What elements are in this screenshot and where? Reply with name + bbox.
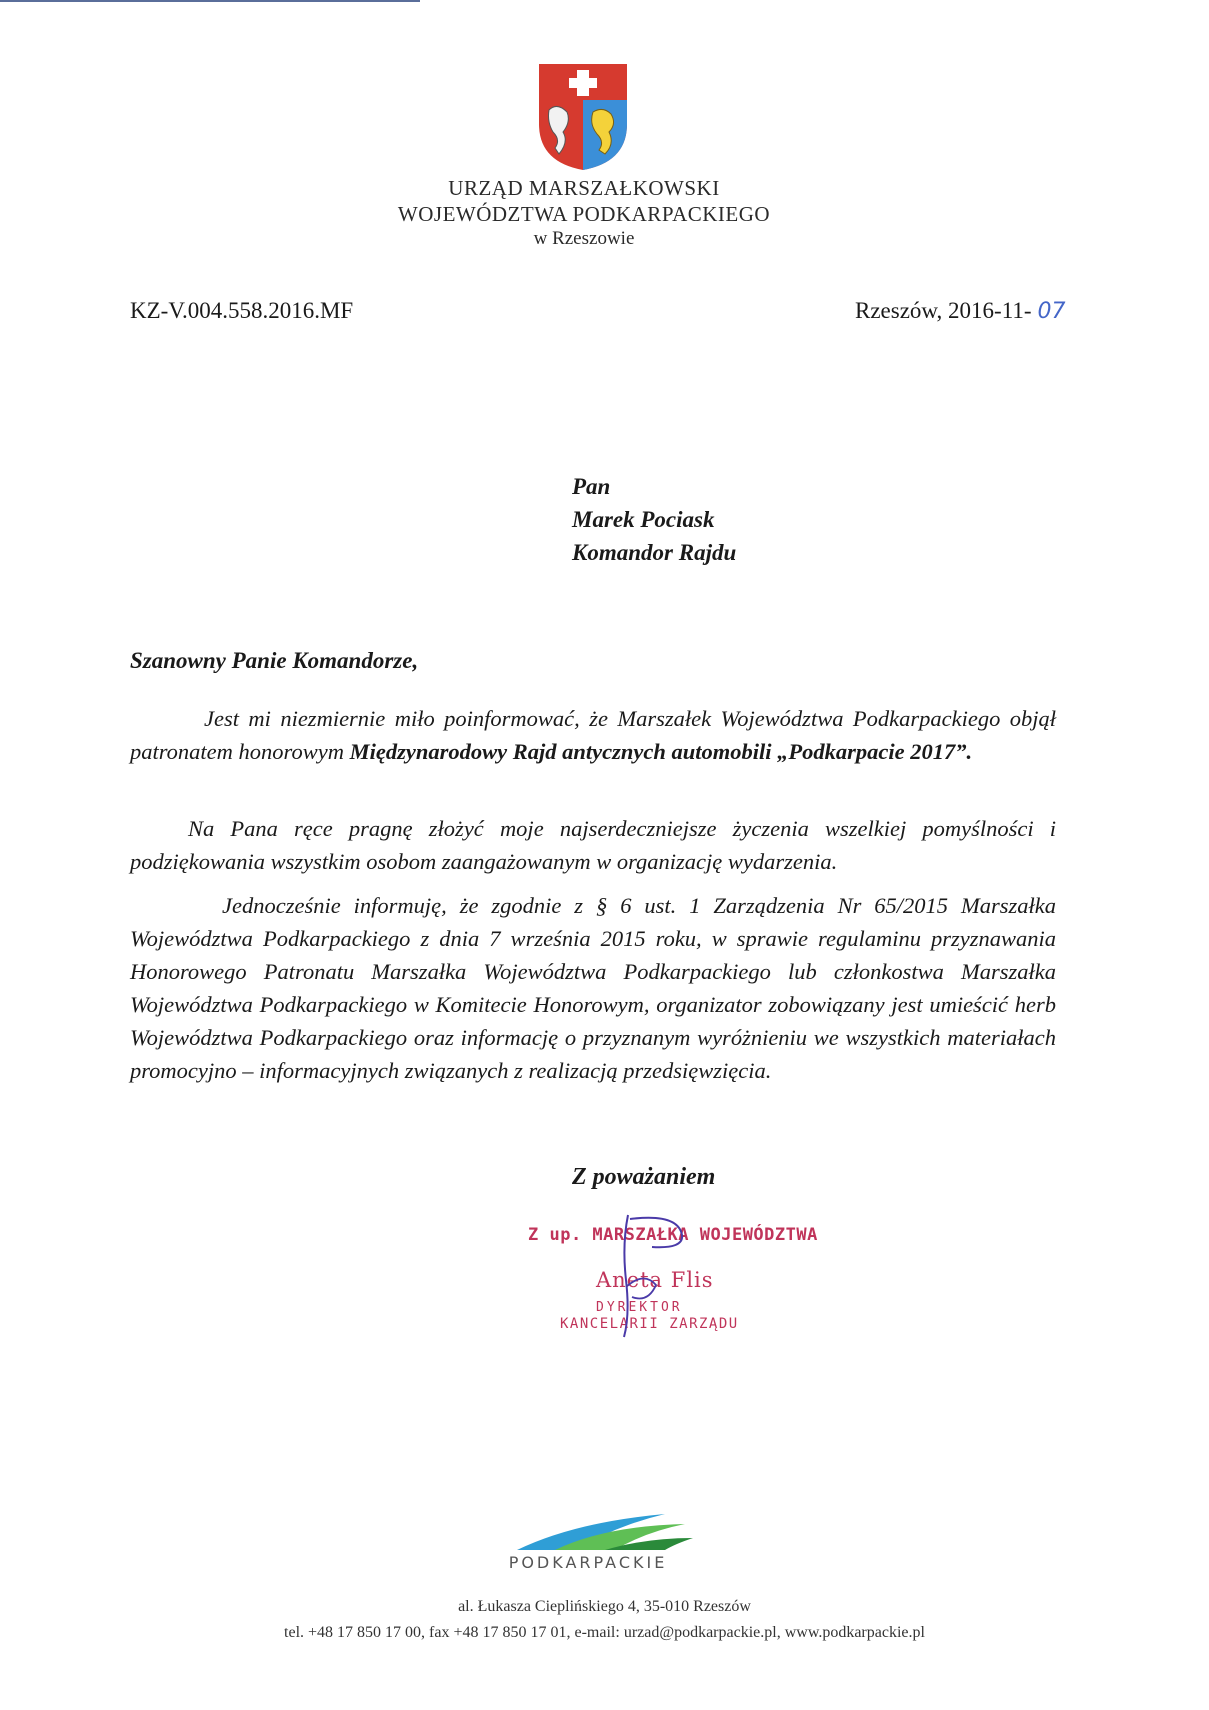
date-prefix: Rzeszów, 2016-11- [855, 298, 1032, 323]
office-name-line1: URZĄD MARSZAŁKOWSKI [448, 176, 720, 200]
stamp-position: DYREKTOR [596, 1300, 683, 1315]
brand-name: PODKARPACKIE [508, 1553, 668, 1572]
greeting: Szanowny Panie Komandorze, [130, 648, 419, 673]
footer-address: al. Łukasza Cieplińskiego 4, 35-010 Rzeszów [458, 1598, 751, 1615]
stamp-authority: Z up. MARSZAŁKA WOJEWÓDZTWA [528, 1225, 818, 1245]
letter-date [855, 298, 1066, 324]
paragraph-2: Na Pana ręce pragnę złożyć moje najserdeczniejsze życzenia wszelkiej pomyślności i podziękowania wszystkim osobom zaangażowanym w organizację wydarzenia. [130, 816, 1056, 874]
top-rule [0, 0, 420, 2]
stamp-name: Aneta Flis [596, 1268, 714, 1292]
office-name-line2: WOJEWÓDZTWA PODKARPACKIEGO [397, 202, 771, 226]
office-city: w Rzeszowie [533, 228, 635, 249]
reference-number: KZ-V.004.558.2016.MF [130, 298, 354, 323]
signature-icon [560, 1205, 720, 1345]
recipient-name: Marek Pociask [572, 507, 715, 532]
podkarpackie-logo-icon [515, 1512, 695, 1552]
recipient-title: Komandor Rajdu [572, 540, 737, 565]
event-name: Międzynarodowy Rajd antycznych automobili „Podkarpacie 2017”. [349, 739, 973, 764]
recipient-line1: Pan [572, 474, 611, 499]
coat-of-arms-icon [537, 62, 629, 172]
closing-phrase: Z poważaniem [572, 1164, 716, 1190]
footer-contact: tel. +48 17 850 17 00, fax +48 17 850 17 01, e-mail: urzad@podkarpackie.pl, www.podkarpackie.pl [284, 1624, 925, 1641]
paragraph-1 [130, 702, 1056, 768]
date-day-handwritten: 07 [1037, 299, 1066, 324]
paragraph-1-text: Jest mi niezmiernie miło poinformować, że Marszałek Województwa Podkarpackiego objął patronatem honorowym [130, 706, 1056, 764]
stamp-department: KANCELARII ZARZĄDU [560, 1316, 739, 1332]
paragraph-3: Jednocześnie informuję, że zgodnie z § 6 ust. 1 Zarządzenia Nr 65/2015 Marszałka Województwa Podkarpackiego z dnia 7 września 2015 roku, w sprawie regulaminu przyznawania Honorowego Patronatu Marszałka Województwa Podkarpackiego lub członkostwa Marszałka Województwa Podkarpackiego w Komitecie Honorowym, organizator zobowiązany jest umieścić herb Województwa Podkarpackiego oraz informację o przyznanym wyróżnieniu we wszystkich materiałach promocyjno – informacyjnych związanych z realizacją przedsięwzięcia. [130, 893, 1056, 1083]
